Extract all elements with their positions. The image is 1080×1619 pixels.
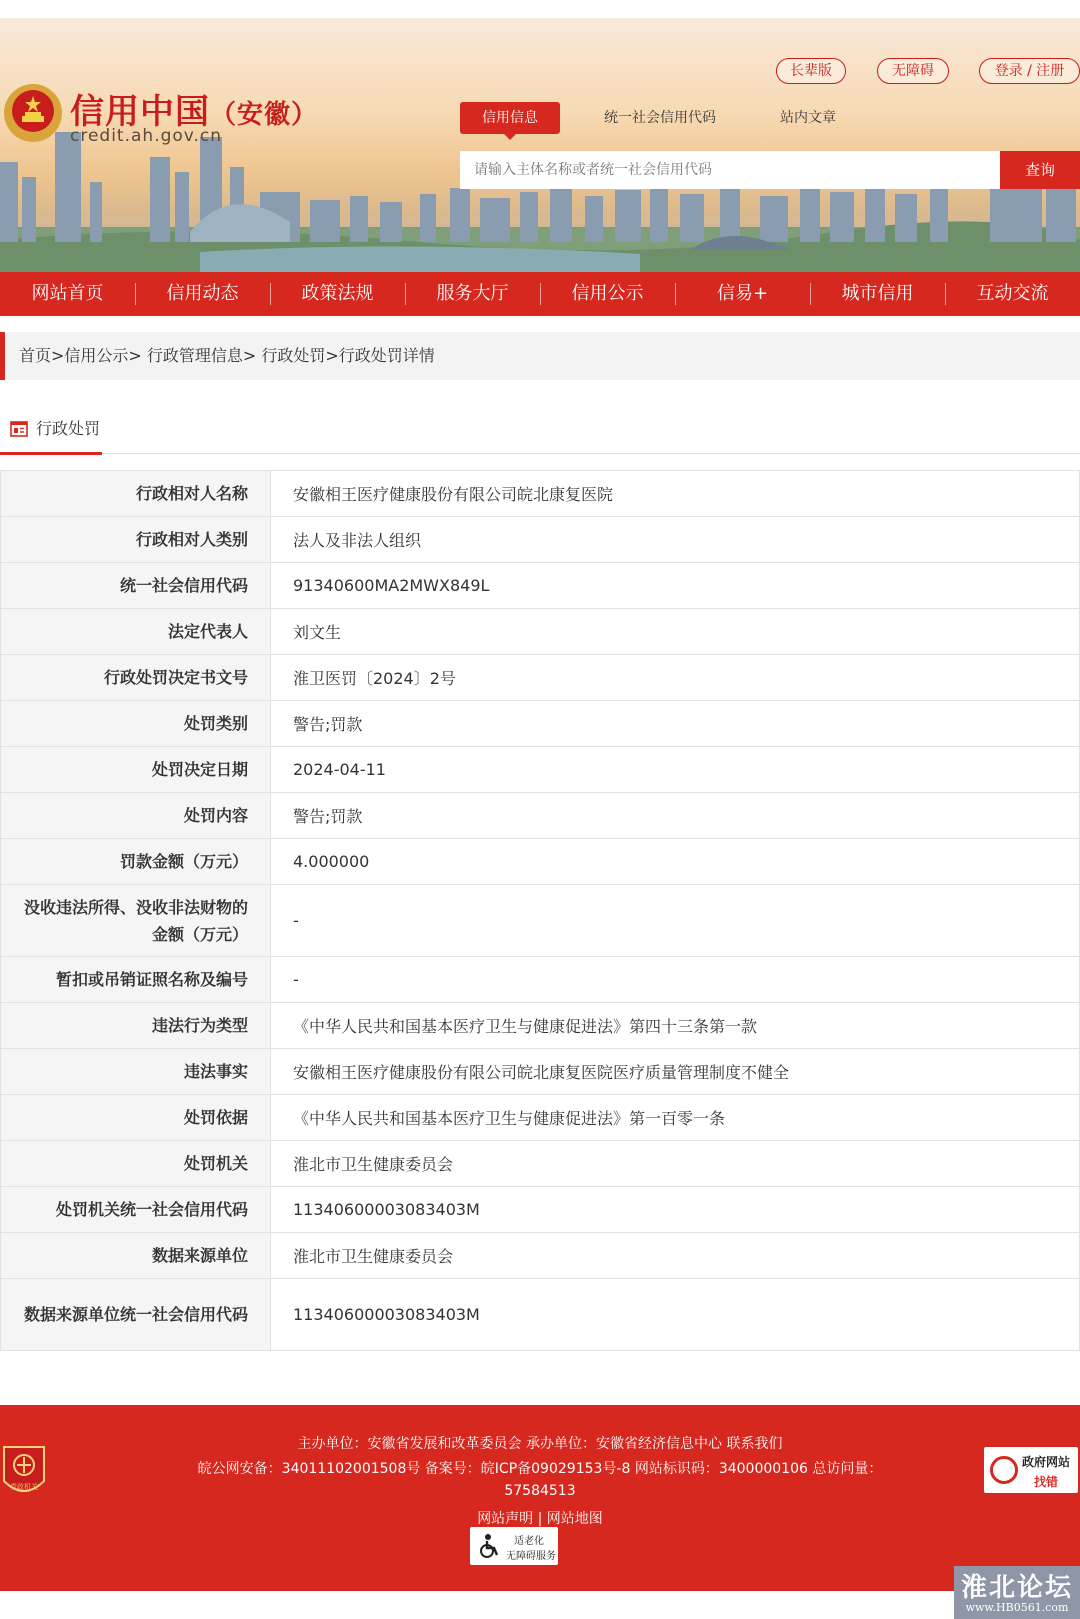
table-row xyxy=(1,563,1080,609)
tab-site-articles[interactable]: 站内文章 xyxy=(780,110,836,126)
table-row xyxy=(1,1141,1080,1187)
nav-item-interaction[interactable]: 互动交流 xyxy=(945,272,1080,316)
tab-credit-code[interactable]: 统一社会信用代码 xyxy=(604,110,716,126)
row-label: 处罚机关 xyxy=(1,1141,271,1187)
table-row xyxy=(1,1003,1080,1049)
site-header xyxy=(0,18,1080,272)
nav-item-xinyi-plus[interactable]: 信易+ xyxy=(675,272,810,316)
row-value: 《中华人民共和国基本医疗卫生与健康促进法》第一百零一条 xyxy=(271,1095,1080,1141)
nav-item-credit-publicity[interactable]: 信用公示 xyxy=(540,272,675,316)
tab-credit-info[interactable]: 信用信息 xyxy=(460,102,560,134)
table-row xyxy=(1,839,1080,885)
table-row xyxy=(1,957,1080,1003)
wheelchair-icon xyxy=(476,1533,502,1559)
table-row xyxy=(1,1279,1080,1351)
table-row xyxy=(1,1233,1080,1279)
document-list-icon xyxy=(10,420,28,438)
table-row xyxy=(1,471,1080,517)
magnifier-icon xyxy=(990,1456,1018,1484)
row-label: 数据来源单位统一社会信用代码 xyxy=(1,1279,271,1351)
section-underline xyxy=(0,452,102,455)
row-label: 法定代表人 xyxy=(1,609,271,655)
table-row xyxy=(1,701,1080,747)
nav-item-policy[interactable]: 政策法规 xyxy=(270,272,405,316)
access-badge-line1: 适老化 xyxy=(514,1536,544,1547)
table-row xyxy=(1,1049,1080,1095)
gov-site-error-report-button[interactable] xyxy=(982,1445,1080,1495)
row-value: - xyxy=(271,885,1080,957)
row-value: 安徽相王医疗健康股份有限公司皖北康复医院医疗质量管理制度不健全 xyxy=(271,1049,1080,1095)
row-label: 处罚决定日期 xyxy=(1,747,271,793)
row-label: 行政相对人名称 xyxy=(1,471,271,517)
table-row xyxy=(1,1095,1080,1141)
nav-item-home[interactable]: 网站首页 xyxy=(31,283,104,304)
table-row xyxy=(1,517,1080,563)
national-emblem-icon xyxy=(2,82,64,144)
party-government-badge-label: 党政机关 xyxy=(10,1483,38,1491)
row-label: 数据来源单位 xyxy=(1,1233,271,1279)
footer-visit-count: 57584513 xyxy=(504,1483,576,1499)
row-value: 安徽相王医疗健康股份有限公司皖北康复医院 xyxy=(271,471,1080,517)
table-row xyxy=(1,609,1080,655)
accessibility-button[interactable]: 无障碍 xyxy=(877,58,949,84)
row-label: 处罚内容 xyxy=(1,793,271,839)
section-header xyxy=(0,410,1080,454)
row-label: 行政处罚决定书文号 xyxy=(1,655,271,701)
footer-record-line: 皖公网安备：34011102001508号 备案号：皖ICP备09029153号-8 网站标识码：3400000106 总访问量： xyxy=(197,1461,883,1477)
breadcrumb[interactable]: 首页>信用公示> 行政管理信息> 行政处罚>行政处罚详情 xyxy=(0,332,1080,380)
row-value: 《中华人民共和国基本医疗卫生与健康促进法》第四十三条第一款 xyxy=(271,1003,1080,1049)
site-url: credit.ah.gov.cn xyxy=(70,126,223,146)
nav-item-service-hall[interactable]: 服务大厅 xyxy=(405,272,540,316)
row-value: 11340600003083403M xyxy=(271,1279,1080,1351)
row-value: 淮北市卫生健康委员会 xyxy=(271,1141,1080,1187)
table-row xyxy=(1,747,1080,793)
row-label: 行政相对人类别 xyxy=(1,517,271,563)
table-row xyxy=(1,655,1080,701)
table-row xyxy=(1,885,1080,957)
elder-mode-button[interactable]: 长辈版 xyxy=(776,58,846,84)
row-value: - xyxy=(271,957,1080,1003)
nav-item-credit-news[interactable]: 信用动态 xyxy=(135,272,270,316)
row-label: 违法行为类型 xyxy=(1,1003,271,1049)
row-value: 淮北市卫生健康委员会 xyxy=(271,1233,1080,1279)
row-label: 暂扣或吊销证照名称及编号 xyxy=(1,957,271,1003)
site-title-main: 信用中国 xyxy=(70,92,210,132)
row-value: 4.000000 xyxy=(271,839,1080,885)
row-label: 处罚依据 xyxy=(1,1095,271,1141)
row-label: 处罚类别 xyxy=(1,701,271,747)
row-value: 法人及非法人组织 xyxy=(271,517,1080,563)
row-label: 统一社会信用代码 xyxy=(1,563,271,609)
footer-sponsor-line: 主办单位：安徽省发展和改革委员会 承办单位：安徽省经济信息中心 联系我们 xyxy=(297,1436,783,1452)
row-value: 11340600003083403M xyxy=(271,1187,1080,1233)
search-button[interactable]: 查询 xyxy=(1000,151,1080,189)
watermark-url: www.HB0561.com xyxy=(965,1601,1069,1614)
table-row xyxy=(1,793,1080,839)
row-value: 刘文生 xyxy=(271,609,1080,655)
row-label: 罚款金额（万元） xyxy=(1,839,271,885)
row-value: 警告;罚款 xyxy=(271,701,1080,747)
access-badge-line2: 无障碍服务 xyxy=(506,1551,556,1562)
row-label: 没收违法所得、没收非法财物的金额（万元） xyxy=(1,885,271,957)
forum-watermark xyxy=(954,1566,1080,1619)
row-label: 处罚机关统一社会信用代码 xyxy=(1,1187,271,1233)
site-footer xyxy=(0,1405,1080,1591)
row-label: 违法事实 xyxy=(1,1049,271,1095)
penalty-detail-table xyxy=(0,470,1080,1351)
row-value: 91340600MA2MWX849L xyxy=(271,563,1080,609)
row-value: 2024-04-11 xyxy=(271,747,1080,793)
main-nav xyxy=(0,272,1080,316)
site-title-province: （安徽） xyxy=(210,100,319,130)
row-value: 淮卫医罚〔2024〕2号 xyxy=(271,655,1080,701)
row-value: 警告;罚款 xyxy=(271,793,1080,839)
error-report-line1: 政府网站 xyxy=(1022,1455,1071,1469)
table-row xyxy=(1,1187,1080,1233)
section-title: 行政处罚 xyxy=(36,419,101,438)
nav-item-city-credit[interactable]: 城市信用 xyxy=(810,272,945,316)
login-register-button[interactable]: 登录 / 注册 xyxy=(979,58,1080,84)
footer-links[interactable]: 网站声明 | 网站地图 xyxy=(477,1511,603,1527)
elderly-accessibility-badge[interactable] xyxy=(470,1527,558,1565)
error-report-line2: 找错 xyxy=(1034,1475,1059,1489)
watermark-title: 淮北论坛 xyxy=(960,1573,1073,1603)
search-input[interactable] xyxy=(460,151,1000,189)
